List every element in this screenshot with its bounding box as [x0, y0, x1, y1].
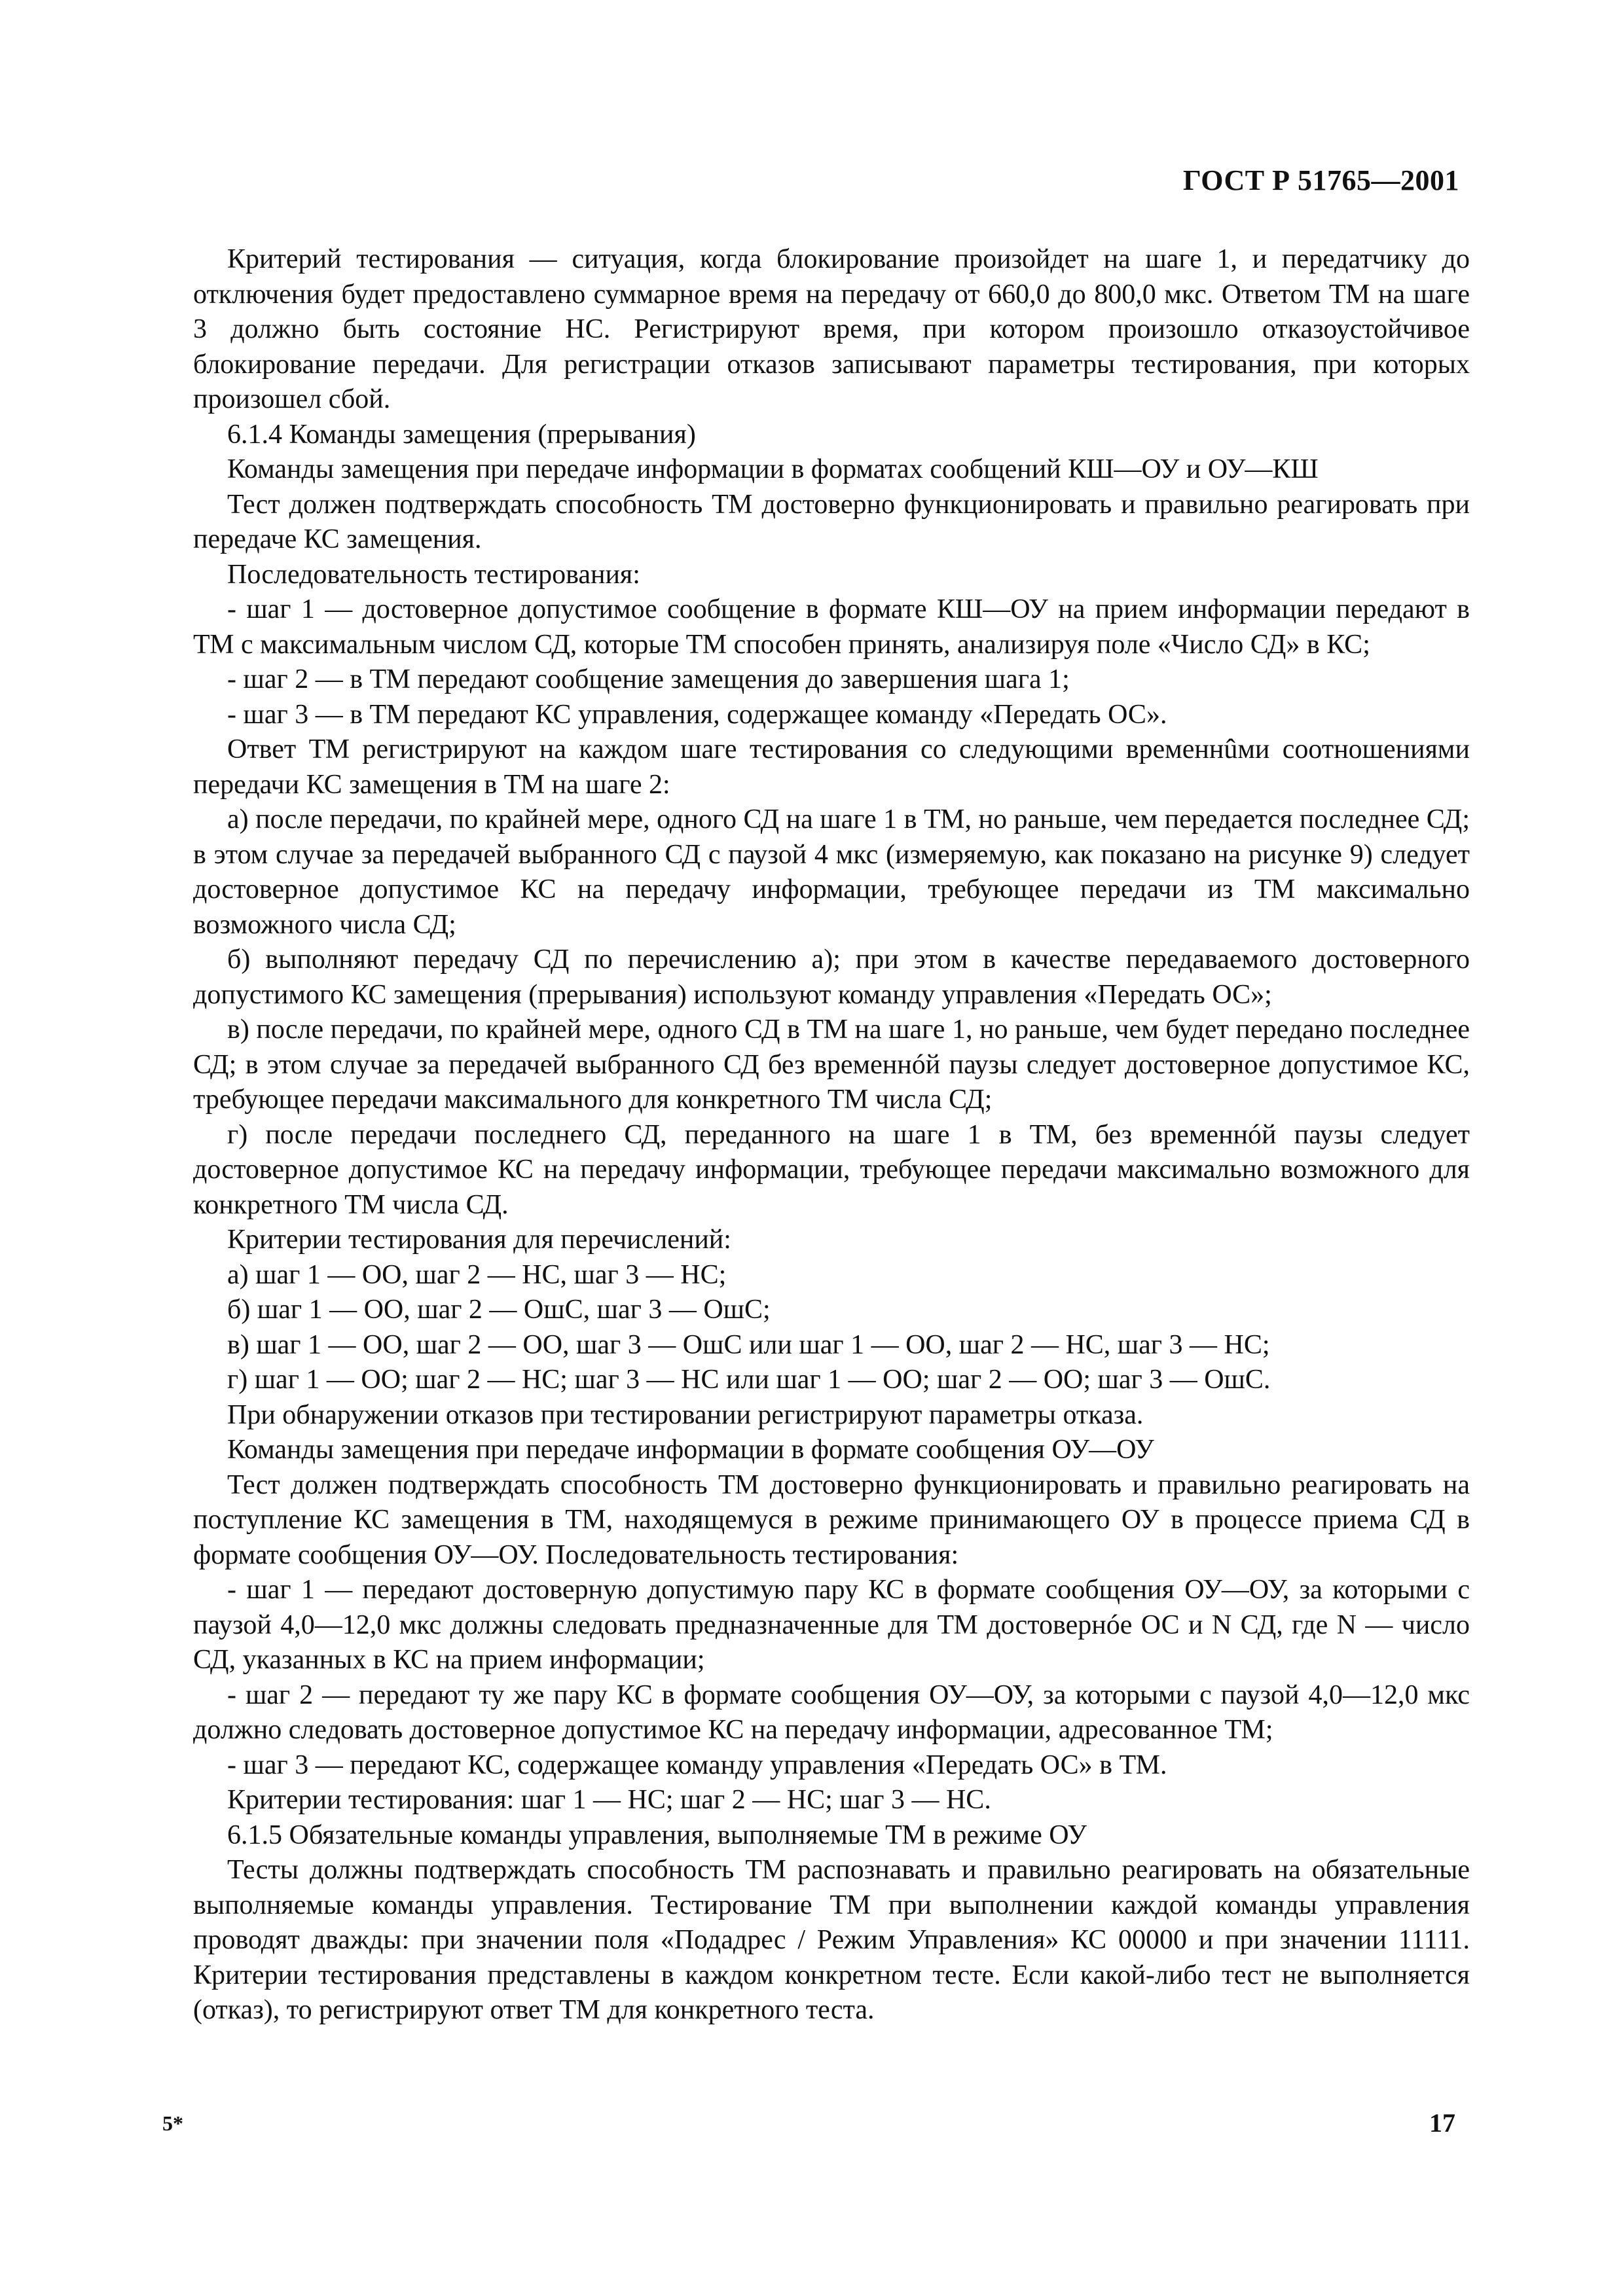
enum-item-g: г) после передачи последнего СД, переданного на шаге 1 в ТМ, без временнóй паузы следует достоверное допустимое КС на передачу информации, требующее передачи максимально возможного для конкретного ТМ числа СД. [193, 1119, 1470, 1220]
paragraph-test-purpose: Тест должен подтверждать способность ТМ достоверно функционировать и правильно реагировать при передаче КС замещения. [193, 489, 1470, 554]
criteria-item-a: а) шаг 1 — ОО, шаг 2 — НС, шаг 3 — НС; [227, 1259, 727, 1290]
paragraph-ou-ou-criteria: Критерии тестирования: шаг 1 — НС; шаг 2 — НС; шаг 3 — НС. [227, 1785, 991, 1815]
paragraph-ou-ou-test-purpose: Тест должен подтверждать способность ТМ достоверно функционировать и правильно реагировать на поступление КС замещения в ТМ, находящемуся в режиме принимающего ОУ в процессе приема СД в формате сообщения ОУ—ОУ. Последовательность тестирования: [193, 1469, 1470, 1570]
list-item-ou-ou-step-3: - шаг 3 — передают КС, содержащее команду управления «Передать ОС» в ТМ. [227, 1749, 1167, 1780]
enum-item-v: в) после передачи, по крайней мере, одного СД в ТМ на шаге 1, но раньше, чем будет передано последнее СД; в этом случае за передачей выбранного СД без временнóй паузы следует достоверное допустимое КС, требующее передачи максимального для конкретного ТМ числа СД; [193, 1014, 1470, 1115]
page-number: 17 [1429, 2108, 1455, 2138]
list-item-step-1: - шаг 1 — достоверное допустимое сообщение в формате КШ—ОУ на прием информации передают в ТМ с максимальным числом СД, которые ТМ способен принять, анализируя поле «Число СД» в КС; [193, 594, 1470, 660]
criteria-item-b: б) шаг 1 — ОО, шаг 2 — ОшС, шаг 3 — ОшС; [227, 1295, 771, 1325]
criteria-item-g: г) шаг 1 — ОО; шаг 2 — НС; шаг 3 — НС или шаг 1 — ОО; шаг 2 — ОО; шаг 3 — ОшС. [227, 1365, 1271, 1395]
sheet-mark: 5* [162, 2111, 183, 2135]
paragraph-criteria-label: Критерии тестирования для перечислений: [227, 1225, 731, 1255]
subheading-ou-ou-format: Команды замещения при передаче информации в формате сообщения ОУ—ОУ [227, 1435, 1154, 1465]
list-item-step-3: - шаг 3 — в ТМ передают КС управления, содержащее команду «Передать ОС». [227, 699, 1167, 730]
document-body [193, 242, 1470, 2028]
section-heading-6-1-4: 6.1.4 Команды замещения (прерывания) [227, 419, 696, 450]
enum-item-a: а) после передачи, по крайней мере, одного СД на шаге 1 в ТМ, но раньше, чем передается последнее СД; в этом случае за передачей выбранного СД с паузой 4 мкс (измеряемую, как показано на рисунке 9) следует достоверное допустимое КС на передачу информации, требующее передачи из ТМ максимально возможного числа СД; [193, 804, 1470, 940]
list-item-ou-ou-step-2: - шаг 2 — передают ту же пару КС в формате сообщения ОУ—ОУ, за которыми с паузой 4,0—12,0 мкс должно следовать достоверное допустимое КС на передачу информации, адресованное ТМ; [193, 1679, 1470, 1745]
list-item-step-2: - шаг 2 — в ТМ передают сообщение замещения до завершения шага 1; [227, 664, 1070, 694]
paragraph-failure-registration: При обнаружении отказов при тестировании регистрируют параметры отказа. [227, 1399, 1144, 1430]
list-item-ou-ou-step-1: - шаг 1 — передают достоверную допустимую пару КС в формате сообщения ОУ—ОУ, за которыми с паузой 4,0—12,0 мкс должны следовать предназначенные для ТМ достовернóе ОС и N СД, где N — число СД, указанных в КС на прием информации; [193, 1575, 1470, 1675]
paragraph-sequence-label: Последовательность тестирования: [227, 559, 640, 590]
subheading-ksh-ou-formats: Команды замещения при передаче информации в форматах сообщений КШ—ОУ и ОУ—КШ [227, 454, 1319, 484]
criteria-item-v: в) шаг 1 — ОО, шаг 2 — ОО, шаг 3 — ОшС или шаг 1 — ОО, шаг 2 — НС, шаг 3 — НС; [227, 1329, 1270, 1360]
paragraph-mandatory-commands: Тесты должны подтверждать способность ТМ распознавать и правильно реагировать на обязательные выполняемые команды управления. Тестирование ТМ при выполнении каждой команды управления проводят дважды: при значении поля «Подадрес / Режим Управления» КС 00000 и при значении 11111. Критерии тестирования представлены в каждом конкретном тесте. Если какой-либо тест не выполняется (отказ), то регистрируют ответ ТМ для конкретного теста. [193, 1855, 1470, 2025]
section-heading-6-1-5: 6.1.5 Обязательные команды управления, выполняемые ТМ в режиме ОУ [227, 1820, 1087, 1850]
paragraph-response-timing: Ответ ТМ регистрируют на каждом шаге тестирования со следующими временнûми соотношениями передачи КС замещения в ТМ на шаге 2: [193, 734, 1470, 800]
paragraph-test-criterion: Критерий тестирования — ситуация, когда блокирование произойдет на шаге 1, и передатчику до отключения будет предоставлено суммарное время на передачу от 660,0 до 800,0 мкс. Ответом ТМ на шаге 3 должно быть состояние НС. Регистрируют время, при котором произошло отказоустойчивое блокирование передачи. Для регистрации отказов записывают параметры тестирования, при которых произошел сбой. [193, 244, 1470, 414]
document-standard-number: ГОСТ Р 51765—2001 [1182, 164, 1459, 196]
enum-item-b: б) выполняют передачу СД по перечислению а); при этом в качестве передаваемого достоверного допустимого КС замещения (прерывания) используют команду управления «Передать ОС»; [193, 944, 1470, 1010]
